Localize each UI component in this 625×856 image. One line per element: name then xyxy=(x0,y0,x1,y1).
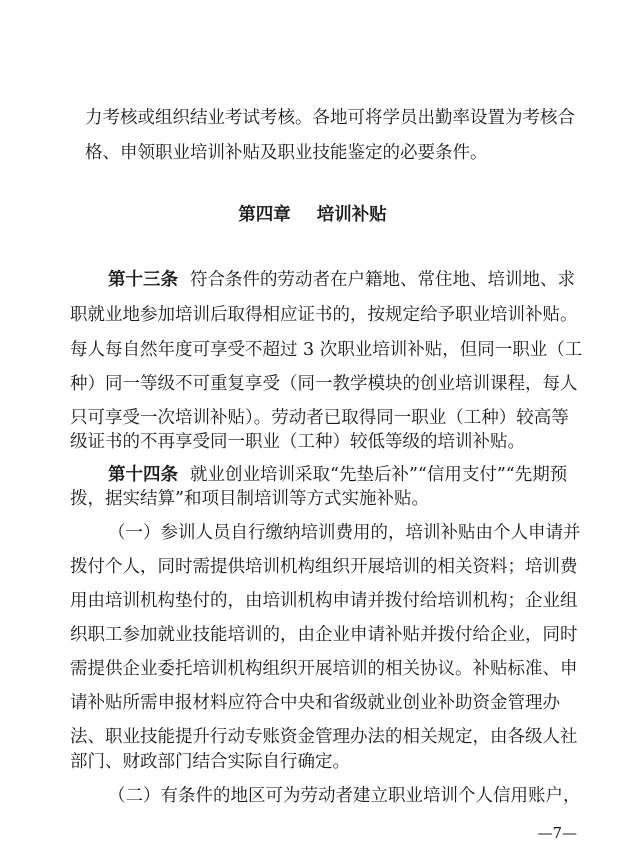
article-14-label: 第十四条 xyxy=(108,465,178,485)
paragraph-line: 级证书的不再享受同一职业（工种）较低等级的培训补贴。 xyxy=(70,432,525,452)
paragraph-line: （二）有条件的地区可为劳动者建立职业培训个人信用账户， xyxy=(108,786,581,806)
paragraph-line: 织职工参加就业技能培训的，由企业申请补贴并拨付给企业，同时 xyxy=(70,625,578,645)
paragraph-line: （一）参训人员自行缴纳培训费用的，培训补贴由个人申请并 xyxy=(108,523,581,543)
paragraph-line: 用由培训机构垫付的，由培训机构申请并拨付给培训机构；企业组 xyxy=(70,591,578,611)
paragraph-line: 符合条件的劳动者在户籍地、常住地、培训地、求 xyxy=(190,270,575,290)
paragraph-line: 种）同一等级不可重复享受（同一教学模块的创业培训课程，每人 xyxy=(70,374,578,394)
paragraph-line: 职就业地参加培训后取得相应证书的，按规定给予职业培训补贴。 xyxy=(70,305,578,325)
paragraph-line: 就业创业培训采取“先垫后补”“信用支付”“先期预 xyxy=(190,465,568,485)
paragraph-line: 力考核或组织结业考试考核。各地可将学员出勤率设置为考核合 xyxy=(85,108,575,128)
paragraph-line: 拨付个人，同时需提供培训机构组织开展培训的相关资料；培训费 xyxy=(70,557,578,577)
page-number: —7— xyxy=(537,824,577,842)
paragraph-line: 只可享受一次培训补贴）。劳动者已取得同一职业（工种）较高等 xyxy=(70,408,569,428)
paragraph-line: 每人每自然年度可享受不超过 3 次职业培训补贴，但同一职业（工 xyxy=(70,340,583,360)
paragraph-line: 部门、财政部门结合实际自行确定。 xyxy=(70,752,350,772)
chapter-number: 第四章 xyxy=(238,205,291,225)
paragraph-line: 拨，据实结算”和项目制培训等方式实施补贴。 xyxy=(70,489,429,509)
paragraph-line: 格、申领职业培训补贴及职业技能鉴定的必要条件。 xyxy=(85,143,488,163)
paragraph-line: 请补贴所需申报材料应符合中央和省级就业创业补助资金管理办 xyxy=(70,693,560,713)
paragraph-line: 需提供企业委托培训机构组织开展培训的相关协议。补贴标准、申 xyxy=(70,659,578,679)
paragraph-line: 法、职业技能提升行动专账资金管理办法的相关规定，由各级人社 xyxy=(70,727,578,747)
chapter-title: 培训补贴 xyxy=(316,205,387,225)
chapter-heading xyxy=(0,205,625,225)
article-13-label: 第十三条 xyxy=(108,270,178,290)
